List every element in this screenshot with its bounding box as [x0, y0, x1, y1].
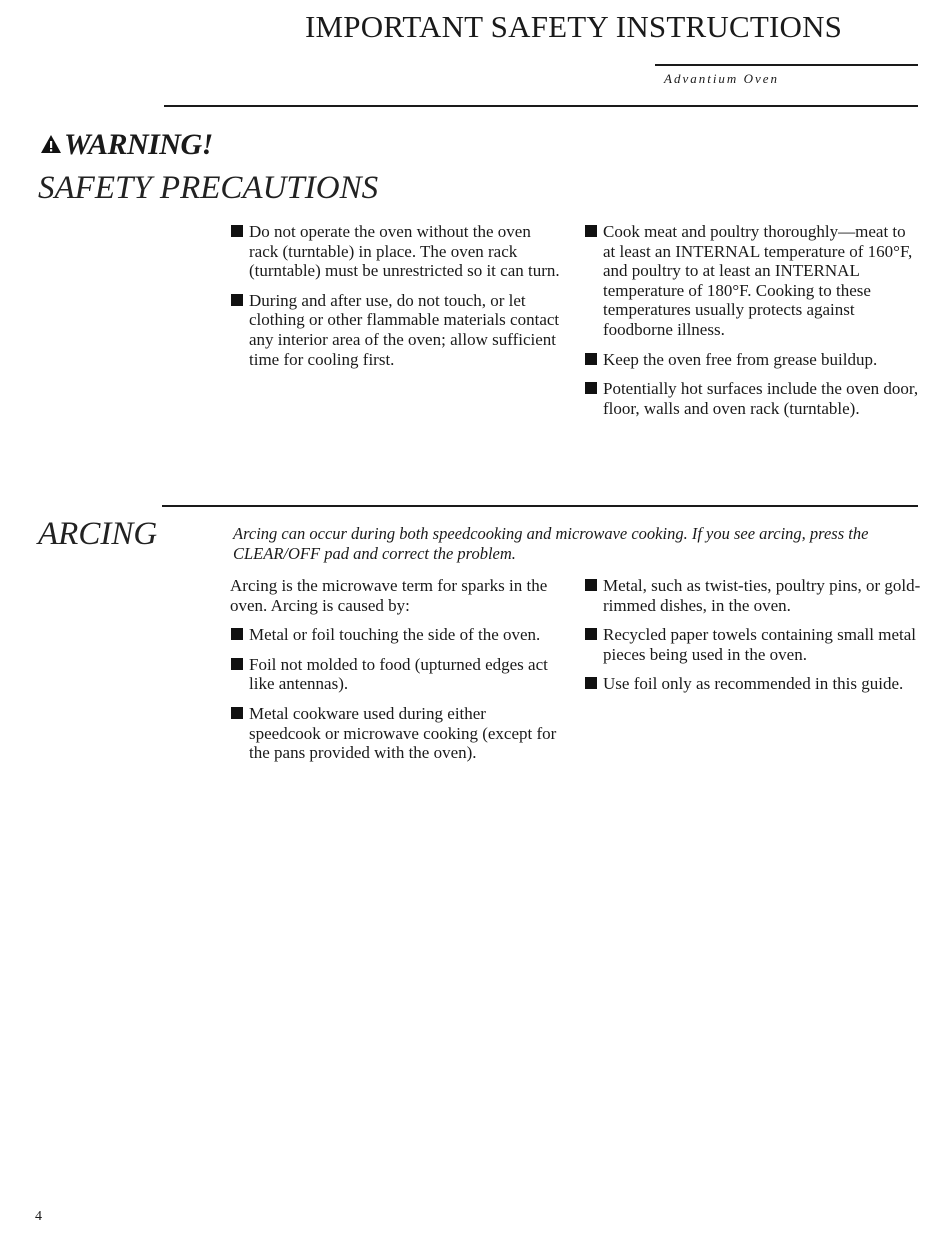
list-item: Keep the oven free from grease buildup. [584, 350, 919, 370]
warning-text: WARNING! [64, 128, 213, 161]
product-subtitle: Advantium Oven [664, 71, 780, 86]
list-item: Recycled paper towels containing small metal pieces being used in the oven. [584, 625, 924, 664]
header-divider-short [655, 64, 918, 66]
page-number: 4 [35, 1209, 42, 1224]
safety-right-column [584, 222, 919, 428]
arcing-heading: ARCING [38, 516, 158, 552]
warning-label [40, 128, 213, 162]
header-divider [164, 105, 918, 107]
list-item: Do not operate the oven without the oven rack (turntable) in place. The oven rack (turntable) must be unrestricted so it can turn. [230, 222, 560, 281]
list-item: During and after use, do not touch, or let clothing or other flammable materials contact any interior area of the oven; allow sufficient time for cooling first. [230, 291, 560, 369]
arcing-intro: Arcing can occur during both speedcooking and microwave cooking. If you see arcing, press the CLEAR/OFF pad and correct the problem. [233, 524, 869, 563]
list-item: Potentially hot surfaces include the oven door, floor, walls and oven rack (turntable). [584, 379, 919, 418]
list-item: Metal or foil touching the side of the oven. [230, 625, 560, 645]
warning-triangle-icon [40, 133, 62, 155]
list-item: Cook meat and poultry thoroughly—meat to at least an INTERNAL temperature of 160°F, and poultry to at least an INTERNAL temperature of 180°F. Cooking to these temperatures usually protects against foodborne illness. [584, 222, 919, 340]
list-item: Metal cookware used during either speedcook or microwave cooking (except for the pans provided with the oven). [230, 704, 560, 763]
page-title: IMPORTANT SAFETY INSTRUCTIONS [305, 9, 843, 44]
safety-precautions-heading: SAFETY PRECAUTIONS [38, 170, 379, 206]
safety-left-column [230, 222, 560, 379]
arcing-right-column [584, 576, 924, 704]
list-item: Use foil only as recommended in this guide. [584, 674, 924, 694]
list-item: Metal, such as twist-ties, poultry pins, or gold-rimmed dishes, in the oven. [584, 576, 924, 615]
list-item: Foil not molded to food (upturned edges act like antennas). [230, 655, 560, 694]
section-divider [162, 505, 918, 507]
arcing-lead: Arcing is the microwave term for sparks in the oven. Arcing is caused by: [230, 576, 548, 615]
arcing-left-column [230, 576, 560, 773]
